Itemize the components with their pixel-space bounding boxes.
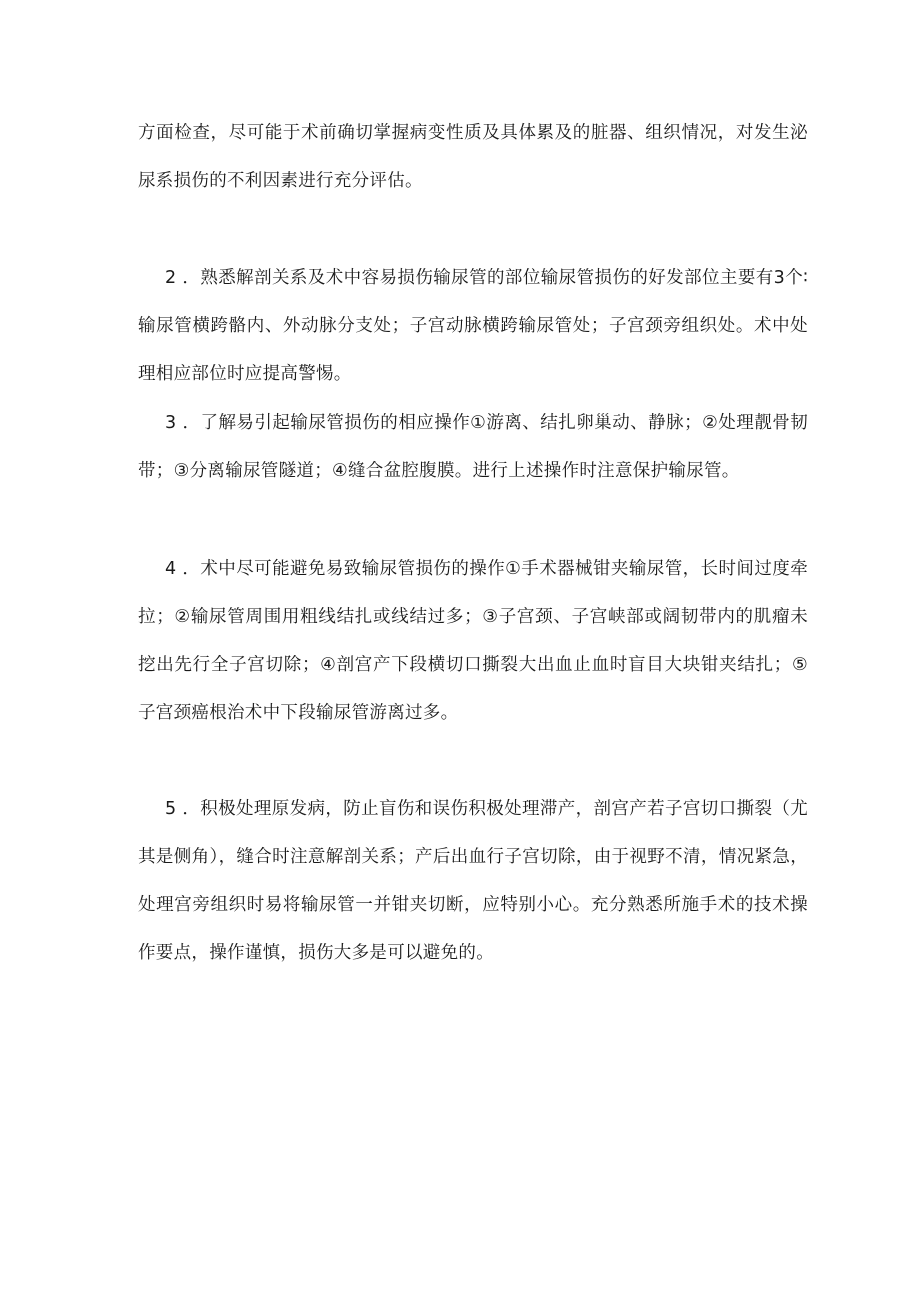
paragraph-item-3: 3 ．了解易引起输尿管损伤的相应操作①游离、结扎卵巢动、静脉；②处理靓骨韧带；③分离输尿管隧道；④缝合盆腔腹膜。进行上述操作时注意保护输尿管。: [138, 413, 808, 481]
paragraph-continuation: 方面检查，尽可能于术前确切掌握病变性质及具体累及的脏器、组织情况，对发生泌尿系损伤的不利因素进行充分评估。: [138, 123, 808, 191]
paragraph-item-4: 4 ．术中尽可能避免易致输尿管损伤的操作①手术器械钳夹输尿管，长时间过度牵拉；②输尿管周围用粗线结扎或线结过多；③子宫颈、子宫峡部或阔韧带内的肌瘤未挖出先行全子宫切除；④剖宫产下段横切口撕裂大出血止血时盲目大块钳夹结扎；⑤子宫颈癌根治术中下段输尿管游离过多。: [138, 559, 808, 723]
paragraph-item-2: 2 ．熟悉解剖关系及术中容易损伤输尿管的部位输尿管损伤的好发部位主要有3个∶输尿管横跨骼内、外动脉分支处；子宫动脉横跨输尿管处；子宫颈旁组织处。术中处理相应部位时应提高警惕。: [138, 268, 808, 384]
paragraph-item-5: 5 ．积极处理原发病，防止盲伤和误伤积极处理滞产，剖宫产若子宫切口撕裂（尤其是侧角），缝合时注意解剖关系；产后出血行子宫切除，由于视野不清，情况紧急，处理宫旁组织时易将输尿管一并钳夹切断，应特别小心。充分熟悉所施手术的技术操作要点，操作谨慎，损伤大多是可以避免的。: [138, 799, 808, 963]
